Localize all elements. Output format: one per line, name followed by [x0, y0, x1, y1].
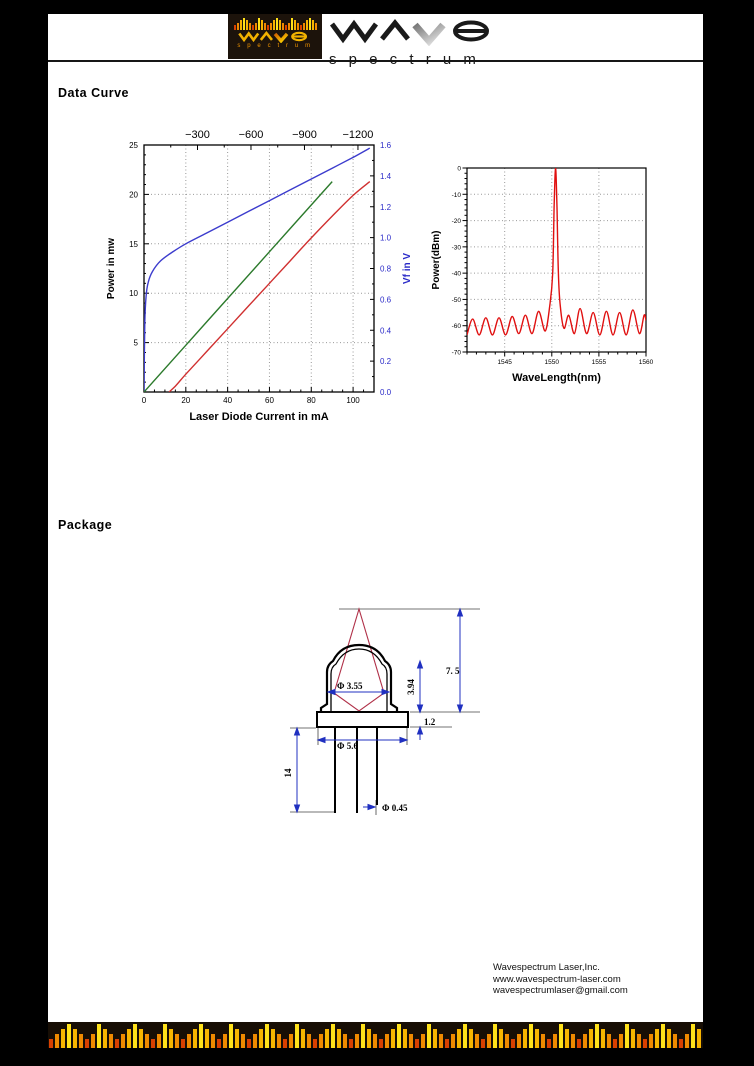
- equalizer-bar: [103, 1029, 107, 1048]
- equalizer-bar: [325, 1029, 329, 1048]
- equalizer-bar: [297, 23, 299, 30]
- equalizer-bar: [373, 1034, 377, 1048]
- equalizer-bar: [261, 20, 263, 30]
- equalizer-bar: [133, 1024, 137, 1048]
- equalizer-border: [48, 1022, 703, 1048]
- package-drawing: [280, 595, 500, 840]
- equalizer-bar: [679, 1039, 683, 1048]
- equalizer-bar: [237, 23, 239, 30]
- equalizer-bar: [433, 1029, 437, 1048]
- equalizer-bar: [235, 1029, 239, 1048]
- header-divider: [48, 60, 703, 62]
- dim-flange-thickness: 1.2: [424, 717, 436, 727]
- equalizer-bar: [289, 1034, 293, 1048]
- dim-lead-length: 14: [283, 768, 293, 778]
- svg-text:0.4: 0.4: [380, 326, 392, 336]
- svg-text:1560: 1560: [638, 359, 654, 366]
- equalizer-bar: [270, 23, 272, 30]
- svg-text:1550: 1550: [544, 359, 560, 366]
- logo-spectrum-text: s p e c t r u m: [237, 43, 313, 49]
- equalizer-bar: [457, 1029, 461, 1048]
- equalizer-bar: [187, 1034, 191, 1048]
- liv-curve-chart: [105, 123, 420, 435]
- equalizer-bar: [309, 18, 311, 30]
- svg-text:0: 0: [457, 165, 461, 173]
- equalizer-bar: [115, 1039, 119, 1048]
- equalizer-bar: [343, 1034, 347, 1048]
- svg-text:0.0: 0.0: [380, 388, 392, 397]
- section-title-package: Package: [58, 518, 113, 532]
- equalizer-bar: [157, 1034, 161, 1048]
- equalizer-bar: [151, 1039, 155, 1048]
- equalizer-bar: [331, 1024, 335, 1048]
- equalizer-bar: [613, 1039, 617, 1048]
- brand-logo-box: [228, 14, 322, 59]
- equalizer-bar: [282, 23, 284, 30]
- section-title-data-curve: Data Curve: [58, 86, 129, 100]
- equalizer-bar: [445, 1039, 449, 1048]
- dim-lead-diameter: Φ 0.45: [382, 803, 408, 813]
- plot: [431, 166, 654, 385]
- equalizer-bar: [264, 23, 266, 30]
- equalizer-bar: [493, 1024, 497, 1048]
- equalizer-bar: [258, 18, 260, 30]
- equalizer-bar: [288, 23, 290, 30]
- svg-text:1.6: 1.6: [380, 141, 392, 150]
- equalizer-bar: [505, 1034, 509, 1048]
- footer: [493, 962, 628, 997]
- equalizer-bar: [661, 1024, 665, 1048]
- svg-text:-50: -50: [451, 296, 461, 304]
- equalizer-bar: [61, 1029, 65, 1048]
- equalizer-bar: [355, 1034, 359, 1048]
- equalizer-bar: [565, 1029, 569, 1048]
- equalizer-bar: [85, 1039, 89, 1048]
- equalizer-bar: [421, 1034, 425, 1048]
- equalizer-bar: [535, 1029, 539, 1048]
- equalizer-bar: [97, 1024, 101, 1048]
- equalizer-bar: [577, 1039, 581, 1048]
- equalizer-bar: [631, 1029, 635, 1048]
- equalizer-bar: [637, 1034, 641, 1048]
- svg-text:Vf in V: Vf in V: [402, 252, 413, 285]
- equalizer-bar: [571, 1034, 575, 1048]
- equalizer-bar: [691, 1024, 695, 1048]
- equalizer-bar: [415, 1039, 419, 1048]
- svg-text:1.0: 1.0: [380, 233, 392, 243]
- equalizer-bar: [643, 1039, 647, 1048]
- equalizer-bar: [67, 1024, 71, 1048]
- svg-text:0: 0: [141, 396, 147, 405]
- equalizer-bar: [291, 18, 293, 30]
- equalizer-bar: [223, 1034, 227, 1048]
- equalizer-bar: [193, 1029, 197, 1048]
- wave-wordmark-icon: [329, 16, 501, 46]
- equalizer-bar: [79, 1034, 83, 1048]
- dim-cap-diameter: Φ 3.55: [337, 681, 363, 691]
- equalizer-bar: [121, 1034, 125, 1048]
- equalizer-bar: [607, 1034, 611, 1048]
- svg-text:WaveLength(nm): WaveLength(nm): [512, 372, 601, 384]
- equalizer-bar: [246, 20, 248, 30]
- equalizer-bar: [541, 1034, 545, 1048]
- equalizer-bar: [277, 1034, 281, 1048]
- series-forward-voltage-vf: [144, 148, 370, 392]
- equalizer-bar: [349, 1039, 353, 1048]
- equalizer-bar: [109, 1034, 113, 1048]
- equalizer-bar: [211, 1034, 215, 1048]
- equalizer-bar: [301, 1029, 305, 1048]
- svg-text:-70: -70: [451, 349, 461, 357]
- svg-text:1545: 1545: [497, 359, 512, 366]
- equalizer-bar: [55, 1034, 59, 1048]
- spectrum-chart: [430, 150, 678, 395]
- equalizer-bar: [697, 1029, 701, 1048]
- dim-overall-height: 7. 5: [446, 666, 460, 676]
- series-spectrum: [467, 168, 646, 335]
- equalizer-bar: [271, 1029, 275, 1048]
- equalizer-bar: [553, 1034, 557, 1048]
- equalizer-bar: [439, 1034, 443, 1048]
- equalizer-bar: [391, 1029, 395, 1048]
- equalizer-bar: [249, 23, 251, 30]
- equalizer-bar: [265, 1024, 269, 1048]
- svg-text:−1200: −1200: [342, 129, 374, 141]
- equalizer-bar: [463, 1024, 467, 1048]
- equalizer-bar: [685, 1034, 689, 1048]
- svg-text:-60: -60: [451, 323, 461, 331]
- plot: [106, 129, 413, 423]
- equalizer-bar: [169, 1029, 173, 1048]
- equalizer-bar: [303, 23, 305, 30]
- equalizer-bar: [217, 1039, 221, 1048]
- equalizer-bar: [379, 1039, 383, 1048]
- svg-text:-30: -30: [451, 244, 461, 252]
- svg-text:Power(dBm): Power(dBm): [431, 230, 442, 290]
- equalizer-bar: [583, 1034, 587, 1048]
- equalizer-bar: [175, 1034, 179, 1048]
- equalizer-bar: [294, 20, 296, 30]
- equalizer-bar: [145, 1034, 149, 1048]
- equalizer-bar: [427, 1024, 431, 1048]
- equalizer-bar: [469, 1029, 473, 1048]
- equalizer-bar: [49, 1039, 53, 1048]
- dimension-lines: [295, 609, 463, 812]
- equalizer-bar: [315, 23, 317, 30]
- equalizer-bar: [295, 1024, 299, 1048]
- equalizer-bar: [547, 1039, 551, 1048]
- svg-text:1.4: 1.4: [380, 171, 392, 181]
- equalizer-bar: [619, 1034, 623, 1048]
- equalizer-bar: [667, 1029, 671, 1048]
- document-page: [48, 14, 703, 1048]
- svg-text:1.2: 1.2: [380, 202, 392, 212]
- equalizer-bar: [312, 20, 314, 30]
- equalizer-bar: [385, 1034, 389, 1048]
- equalizer-bar: [451, 1034, 455, 1048]
- equalizer-bar: [163, 1024, 167, 1048]
- flange: [317, 712, 408, 727]
- svg-text:−300: −300: [185, 129, 210, 141]
- svg-text:-20: -20: [451, 218, 461, 226]
- equalizer-bar: [529, 1024, 533, 1048]
- equalizer-bar: [361, 1024, 365, 1048]
- equalizer-bar: [475, 1034, 479, 1048]
- equalizer-bar: [367, 1029, 371, 1048]
- svg-text:10: 10: [129, 289, 138, 299]
- series-monitor-pd-current: [144, 182, 332, 392]
- equalizer-bar: [273, 20, 275, 30]
- equalizer-bar: [253, 1034, 257, 1048]
- svg-text:40: 40: [223, 396, 233, 405]
- equalizer-bar: [241, 1034, 245, 1048]
- svg-text:60: 60: [265, 396, 274, 405]
- equalizer-bar: [673, 1034, 677, 1048]
- footer-website[interactable]: www.wavespectrum-laser.com: [493, 973, 621, 985]
- equalizer-bar: [181, 1039, 185, 1048]
- svg-text:Laser Diode Current in mA: Laser Diode Current in mA: [189, 411, 329, 423]
- equalizer-bar: [243, 18, 245, 30]
- equalizer-bar: [259, 1029, 263, 1048]
- svg-text:5: 5: [133, 338, 138, 348]
- footer-email[interactable]: wavespectrumlaser@gmail.com: [493, 985, 628, 996]
- svg-text:-10: -10: [451, 191, 461, 199]
- svg-text:80: 80: [306, 396, 316, 405]
- equalizer-bar: [595, 1024, 599, 1048]
- equalizer-bar: [313, 1039, 317, 1048]
- svg-text:15: 15: [129, 239, 138, 249]
- equalizer-bar: [523, 1029, 527, 1048]
- equalizer-bar: [397, 1024, 401, 1048]
- series-output-power: [169, 182, 370, 392]
- equalizer-bar: [481, 1039, 485, 1048]
- equalizer-bar: [511, 1039, 515, 1048]
- equalizer-bars-icon: [232, 17, 318, 30]
- wave-logo-icon: [238, 30, 312, 43]
- equalizer-bar: [655, 1029, 659, 1048]
- equalizer-bar: [240, 20, 242, 30]
- svg-text:0.2: 0.2: [380, 357, 392, 367]
- equalizer-bar: [279, 20, 281, 30]
- equalizer-bar: [517, 1034, 521, 1048]
- svg-text:0.8: 0.8: [380, 264, 392, 274]
- equalizer-bar: [487, 1034, 491, 1048]
- svg-text:−900: −900: [292, 129, 317, 141]
- beam-cone: [334, 609, 384, 711]
- equalizer-bar: [199, 1024, 203, 1048]
- footer-company: Wavespectrum Laser,Inc.: [493, 962, 600, 973]
- equalizer-bar: [307, 1034, 311, 1048]
- dim-flange-diameter: Φ 5.6: [337, 741, 358, 751]
- svg-text:20: 20: [129, 190, 138, 200]
- svg-text:Power in mw: Power in mw: [106, 237, 117, 300]
- equalizer-bar: [601, 1029, 605, 1048]
- equalizer-bar: [91, 1034, 95, 1048]
- equalizer-bar: [205, 1029, 209, 1048]
- equalizer-bar: [234, 25, 236, 30]
- equalizer-bar: [337, 1029, 341, 1048]
- equalizer-bar: [625, 1024, 629, 1048]
- cap-outline: [321, 645, 397, 712]
- svg-text:−600: −600: [238, 129, 264, 141]
- dim-cap-height: 3.94: [406, 679, 416, 695]
- equalizer-bar: [306, 20, 308, 30]
- equalizer-bar: [73, 1029, 77, 1048]
- equalizer-bar: [409, 1034, 413, 1048]
- equalizer-bar: [403, 1029, 407, 1048]
- svg-text:1555: 1555: [591, 359, 607, 366]
- svg-text:20: 20: [181, 396, 191, 405]
- equalizer-bar: [139, 1029, 143, 1048]
- equalizer-bar: [229, 1024, 233, 1048]
- equalizer-bar: [589, 1029, 593, 1048]
- svg-text:-40: -40: [451, 270, 461, 278]
- equalizer-bar: [276, 18, 278, 30]
- svg-text:100: 100: [346, 396, 360, 405]
- svg-text:25: 25: [129, 141, 138, 150]
- equalizer-bar: [499, 1029, 503, 1048]
- equalizer-bar: [649, 1034, 653, 1048]
- equalizer-bar: [283, 1039, 287, 1048]
- equalizer-bar: [319, 1034, 323, 1048]
- equalizer-bar: [255, 23, 257, 30]
- svg-text:0.6: 0.6: [380, 295, 392, 305]
- equalizer-bar: [247, 1039, 251, 1048]
- equalizer-bar: [559, 1024, 563, 1048]
- equalizer-bar: [127, 1029, 131, 1048]
